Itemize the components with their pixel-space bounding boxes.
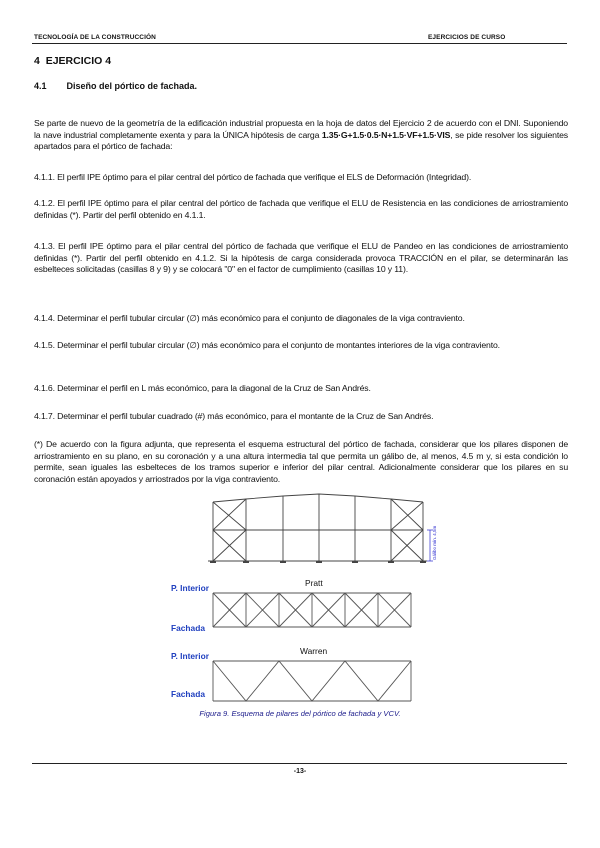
load-combination-formula: 1.35·G+1.5·0.5·N+1.5·VF+1.5·VIS bbox=[321, 129, 451, 140]
figure-caption: Figura 9. Esquema de pilares del pórtico de fachada y VCV. bbox=[199, 709, 401, 718]
header-rule bbox=[32, 43, 567, 44]
pratt-truss-diagram bbox=[213, 592, 413, 632]
pratt-bottom-label: Fachada bbox=[171, 623, 205, 633]
intro-paragraph bbox=[34, 118, 568, 153]
item-4-1-6: 4.1.6. Determinar el perfil en L más económico, para la diagonal de la Cruz de San Andrés. bbox=[34, 383, 371, 393]
subsection-title: Diseño del pórtico de fachada. bbox=[66, 81, 198, 91]
warren-truss-diagram bbox=[213, 660, 413, 704]
pratt-top-label: P. Interior bbox=[171, 583, 210, 593]
footer-rule bbox=[32, 763, 567, 764]
section-title: EJERCICIO 4 bbox=[45, 55, 112, 67]
running-header-right: EJERCICIOS DE CURSO bbox=[428, 34, 506, 41]
section-heading bbox=[34, 55, 111, 67]
item-4-1-3: 4.1.3. El perfil IPE óptimo para el pilar central del pórtico de fachada que verifique el ELU de Pandeo en las condiciones de arriostramiento definidas (*). Partir del perfil obtenido en 4.1.2. Si la hipótesis de carga considerada provoca TRACCIÓN en el pilar, se determinarán las esbelteces solicitadas (casillas 8 y 9) y se colocará "0" en el factor de cumplimiento (casillas 10 y 11). bbox=[34, 241, 568, 275]
intro-text-before: Se parte de nuevo de la geometría de la edificación industrial propuesta en la hoja de datos del Ejercicio 2 de acuerdo con el DNI. Suponiendo la nave industrial completamente exenta y para la ÚNICA hipótesis de carga bbox=[34, 118, 568, 140]
pratt-title: Pratt bbox=[305, 578, 323, 588]
running-header-left: TECNOLOGÍA DE LA CONSTRUCCIÓN bbox=[34, 34, 156, 41]
gable-frame-diagram bbox=[205, 490, 435, 565]
clearance-dimension-label: Gálibo mín. 4,5m bbox=[432, 525, 437, 560]
page-number: -13- bbox=[293, 768, 307, 775]
subsection-number: 4.1 bbox=[34, 81, 47, 91]
item-4-1-2: 4.1.2. El perfil IPE óptimo para el pilar central del pórtico de fachada que verifique el ELU de Resistencia en las condiciones de arriostramiento definidas (*). Partir del perfil obtenido en 4.1.1. bbox=[34, 198, 568, 220]
warren-bottom-label: Fachada bbox=[171, 689, 205, 699]
subsection-heading bbox=[34, 81, 197, 91]
item-4-1-1: 4.1.1. El perfil IPE óptimo para el pilar central del pórtico de fachada que verifique el ELS de Deformación (Integridad). bbox=[34, 172, 472, 182]
item-4-1-5: 4.1.5. Determinar el perfil tubular circular (∅) más económico para el conjunto de montantes interiores de la viga contraviento. bbox=[34, 340, 500, 350]
section-number: 4 bbox=[34, 55, 40, 67]
intro-text-after: , se pide resolver los siguientes apartados para el pórtico de fachada: bbox=[34, 129, 568, 152]
warren-top-label: P. Interior bbox=[171, 651, 210, 661]
item-4-1-7: 4.1.7. Determinar el perfil tubular cuadrado (#) más económico, para el montante de la Cruz de San Andrés. bbox=[34, 411, 434, 421]
warren-title: Warren bbox=[300, 646, 328, 656]
item-4-1-4: 4.1.4. Determinar el perfil tubular circular (∅) más económico para el conjunto de diagonales de la viga contraviento. bbox=[34, 313, 465, 323]
bracing-note: (*) De acuerdo con la figura adjunta, que representa el esquema estructural del pórtico de fachada, considerar que los pilares disponen de arriostramiento en su plano, en su coronación y a una altura intermedia tal que permita un gálibo de, al menos, 4.5 m y, si esta condición lo permite, sean iguales las esbelteces de los tramos superior e inferior del pilar central. Adicionalmente considerar que los pilares en su coronación están apoyados y arriostrados por la viga contraviento. bbox=[34, 439, 568, 484]
